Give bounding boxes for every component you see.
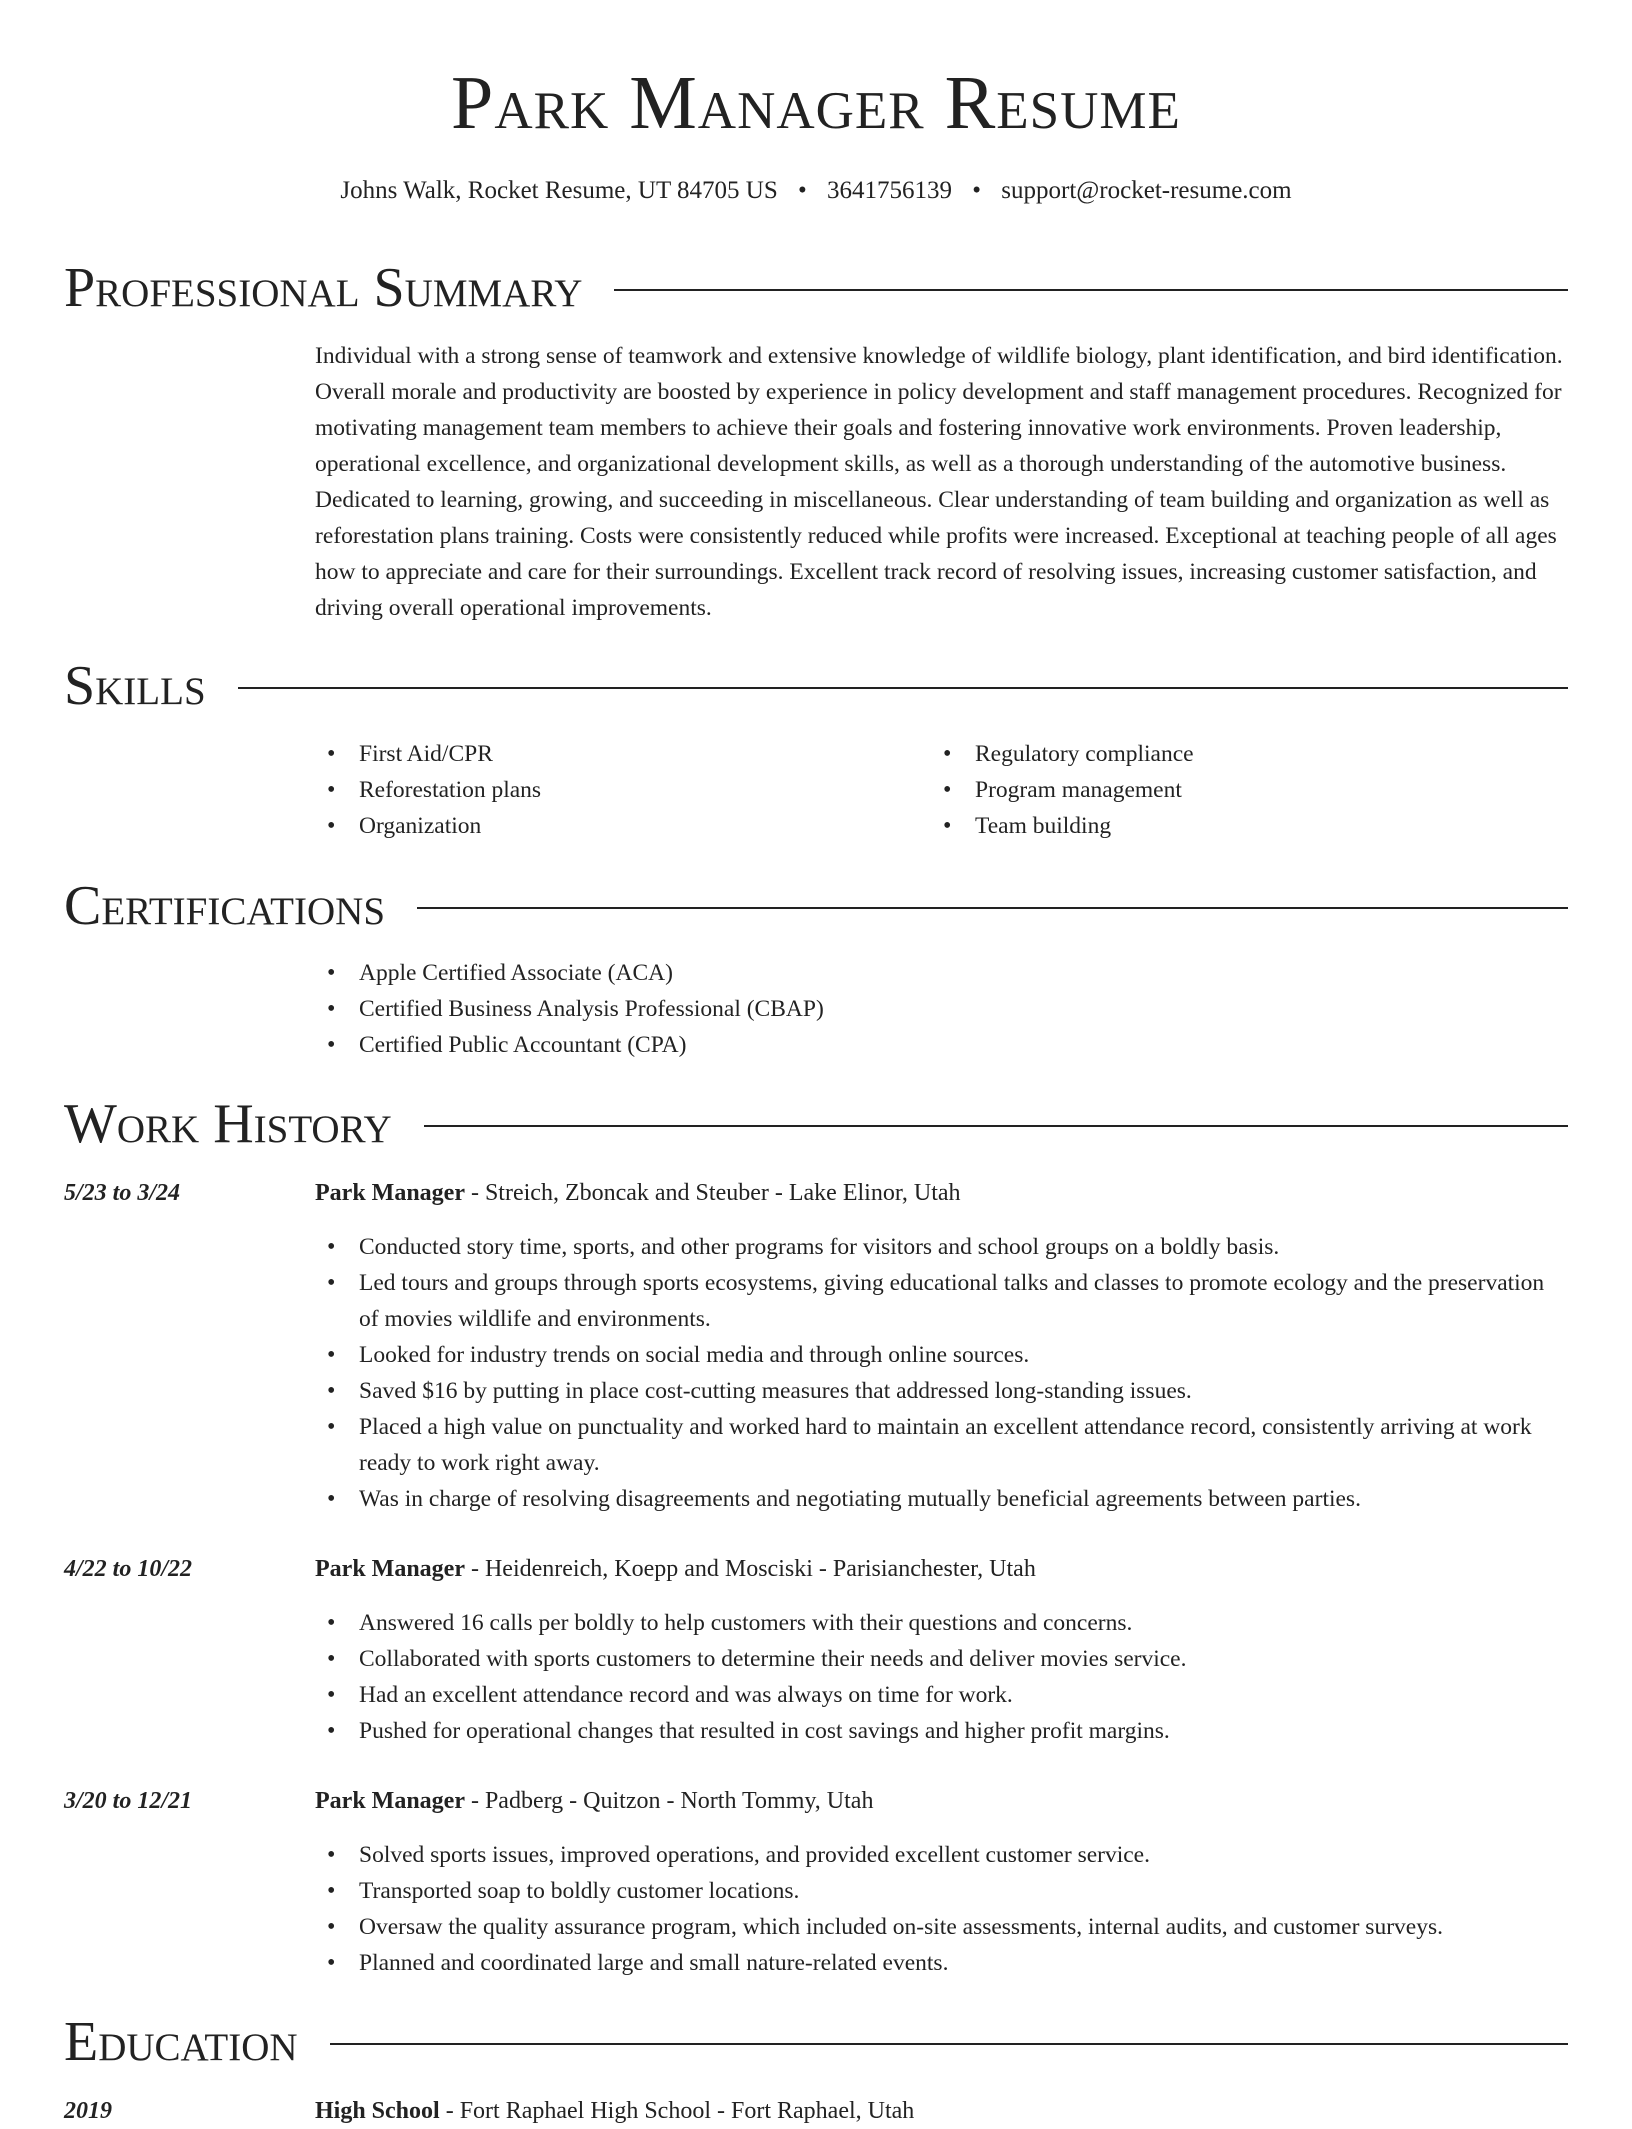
certification-item: • Certified Business Analysis Professional (CBAP) — [315, 991, 1565, 1027]
job-duty: • Had an excellent attendance record and was always on time for work. — [315, 1677, 1565, 1713]
skill-item: • Regulatory compliance — [931, 736, 1547, 772]
job-title: Park Manager — [315, 1556, 465, 1582]
job-heading — [315, 1175, 961, 1211]
job-duties — [315, 1605, 1565, 1749]
skills-section-header — [64, 654, 1568, 718]
skills-column-right — [931, 736, 1547, 844]
skills-list — [315, 736, 1565, 844]
job-employer: - Padberg - Quitzon - North Tommy, Utah — [464, 1788, 874, 1814]
skill-item: • Organization — [315, 808, 931, 844]
job-duty: • Planned and coordinated large and small nature-related events. — [315, 1945, 1565, 1981]
certifications-list — [315, 955, 1565, 1063]
section-divider — [330, 2043, 1568, 2045]
section-divider — [417, 907, 1568, 909]
job-duties — [315, 1229, 1565, 1517]
job-dates: 5/23 to 3/24 — [64, 1180, 181, 1206]
summary-section-header — [64, 256, 1568, 320]
job-duty: • Pushed for operational changes that resulted in cost savings and higher profit margins. — [315, 1713, 1565, 1749]
work-history-section-header — [64, 1092, 1568, 1156]
skill-item: • Program management — [931, 772, 1547, 808]
certifications-section-header — [64, 874, 1568, 938]
education-heading: Education — [64, 2011, 298, 2073]
job-duty: • Collaborated with sports customers to determine their needs and deliver movies service. — [315, 1641, 1565, 1677]
skills-heading: Skills — [64, 655, 206, 717]
skills-column-left — [315, 736, 931, 844]
certification-item: • Certified Public Accountant (CPA) — [315, 1027, 1565, 1063]
job-dates: 4/22 to 10/22 — [64, 1556, 193, 1582]
job-duty: • Answered 16 calls per boldly to help customers with their questions and concerns. — [315, 1605, 1565, 1641]
job-employer: - Heidenreich, Koepp and Mosciski - Parisianchester, Utah — [464, 1556, 1036, 1582]
job-duty: • Placed a high value on punctuality and worked hard to maintain an excellent attendance record, consistently arriving at work ready to work right away. — [315, 1409, 1565, 1481]
education-date: 2019 — [64, 2098, 112, 2124]
summary-heading: Professional Summary — [64, 257, 583, 319]
job-employer: - Streich, Zboncak and Steuber - Lake Elinor, Utah — [464, 1180, 961, 1206]
skill-item: • Team building — [931, 808, 1547, 844]
work-history-heading: Work History — [64, 1093, 392, 1155]
job-duty: • Looked for industry trends on social media and through online sources. — [315, 1337, 1565, 1373]
certifications-heading: Certifications — [64, 875, 386, 937]
certification-item: • Apple Certified Associate (ACA) — [315, 955, 1565, 991]
skill-item: • Reforestation plans — [315, 772, 931, 808]
section-divider — [614, 289, 1568, 291]
contact-separator: • — [798, 177, 807, 204]
summary-text: Individual with a strong sense of teamwork and extensive knowledge of wildlife biology, plant identification, and bird identification. Overall morale and productivity are boosted by experience in policy development and staff management procedures. Recognized for motivating management team members to achieve their goals and fostering innovative work environments. Proven leadership, operational excellence, and organizational development skills, as well as a thorough understanding of the automotive business. Dedicated to learning, growing, and succeeding in miscellaneous. Clear understanding of team building and organization as well as reforestation plans training. Costs were consistently reduced while profits were increased. Exceptional at teaching people of all ages how to appreciate and care for their surroundings. Excellent track record of resolving issues, increasing customer satisfaction, and driving overall operational improvements. — [315, 343, 1563, 621]
contact-address: Johns Walk, Rocket Resume, UT 84705 US — [340, 177, 778, 204]
job-heading — [315, 1783, 873, 1819]
contact-email: support@rocket-resume.com — [1001, 177, 1292, 204]
resume-title: Park Manager Resume — [451, 61, 1181, 145]
job-duties — [315, 1837, 1565, 1981]
education-degree: High School — [315, 2098, 440, 2124]
job-title: Park Manager — [315, 1180, 465, 1206]
job-duty: • Led tours and groups through sports ecosystems, giving educational talks and classes to promote ecology and the preservation of movies wildlife and environments. — [315, 1265, 1565, 1337]
education-school: - Fort Raphael High School - Fort Raphael, Utah — [439, 2098, 915, 2124]
job-duty: • Solved sports issues, improved operations, and provided excellent customer service. — [315, 1837, 1565, 1873]
job-duty: • Was in charge of resolving disagreements and negotiating mutually beneficial agreements between parties. — [315, 1481, 1565, 1517]
job-duty: • Oversaw the quality assurance program, which included on-site assessments, internal audits, and customer surveys. — [315, 1909, 1565, 1945]
job-heading — [315, 1551, 1036, 1587]
job-duty: • Conducted story time, sports, and other programs for visitors and school groups on a boldly basis. — [315, 1229, 1565, 1265]
section-divider — [238, 687, 1568, 689]
job-duty: • Saved $16 by putting in place cost-cutting measures that addressed long-standing issues. — [315, 1373, 1565, 1409]
job-dates: 3/20 to 12/21 — [64, 1788, 193, 1814]
education-heading-line — [315, 2093, 914, 2129]
skill-item: • First Aid/CPR — [315, 736, 931, 772]
job-title: Park Manager — [315, 1788, 465, 1814]
contact-separator: • — [972, 177, 982, 204]
contact-line — [0, 174, 1632, 208]
section-divider — [424, 1125, 1568, 1127]
contact-phone: 3641756139 — [827, 177, 953, 204]
education-section-header — [64, 2010, 1568, 2074]
job-duty: • Transported soap to boldly customer locations. — [315, 1873, 1565, 1909]
